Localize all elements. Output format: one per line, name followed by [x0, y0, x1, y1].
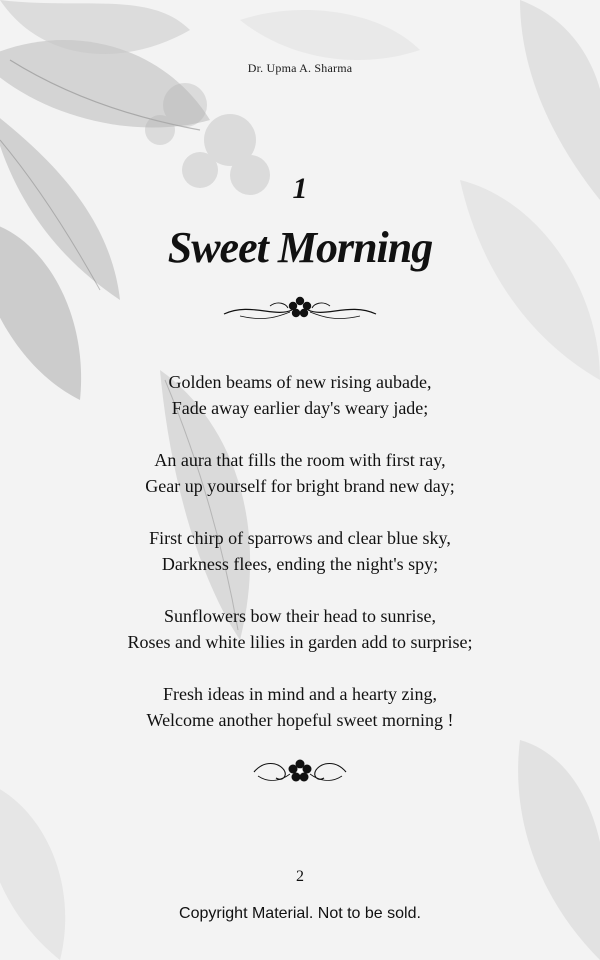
running-header-author: Dr. Upma A. Sharma	[247, 61, 353, 75]
poem-line: Golden beams of new rising aubade,	[168, 372, 432, 392]
poem-line: Darkness flees, ending the night's spy;	[161, 554, 439, 574]
stanza	[0, 681, 600, 733]
poem-line: Sunflowers bow their head to sunrise,	[164, 606, 436, 626]
poem-line: Welcome another hopeful sweet morning !	[146, 710, 454, 730]
poem-line: An aura that fills the room with first ray,	[154, 450, 446, 470]
floral-swirl-divider-icon	[250, 754, 350, 788]
stanza	[0, 603, 600, 655]
page-number: 2	[296, 868, 304, 885]
poem-line: Gear up yourself for bright brand new day;	[145, 476, 455, 496]
poem-line: Fade away earlier day's weary jade;	[171, 398, 429, 418]
poem-number: 1	[292, 172, 308, 205]
stanza	[0, 369, 600, 421]
copyright-notice: Copyright Material. Not to be sold.	[179, 905, 421, 922]
poem-line: Roses and white lilies in garden add to surprise;	[127, 632, 473, 652]
poem-line: First chirp of sparrows and clear blue sky,	[149, 528, 451, 548]
stanza	[0, 525, 600, 577]
poem-title: Sweet Morning	[167, 223, 433, 272]
poem-line: Fresh ideas in mind and a hearty zing,	[163, 684, 437, 704]
floral-swirl-divider-icon	[220, 292, 380, 326]
poem-body	[0, 369, 600, 759]
stanza	[0, 447, 600, 499]
